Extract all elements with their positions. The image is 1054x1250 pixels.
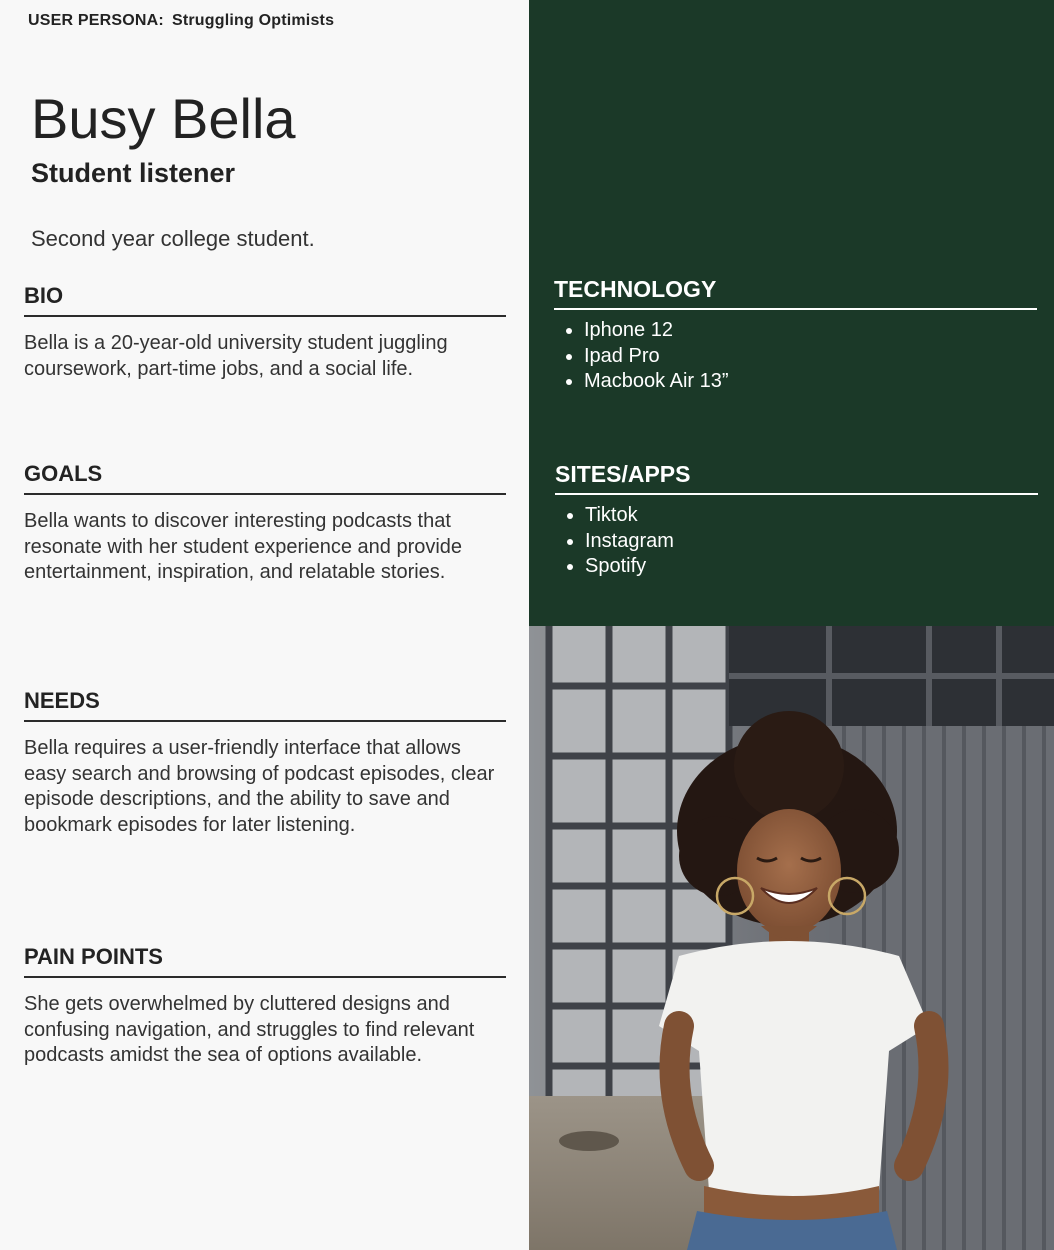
pain-points-heading: PAIN POINTS <box>24 944 163 969</box>
needs-text: Bella requires a user-friendly interface that allows easy search and browsing of podcast episodes, clear episode descriptions, and the ability to save and bookmark episodes for later listening. <box>24 737 495 836</box>
bio-heading: BIO <box>24 283 64 308</box>
technology-item: • Macbook Air 13” <box>584 369 1037 395</box>
technology-heading: TECHNOLOGY <box>554 276 717 302</box>
needs-section <box>24 686 506 838</box>
sites-apps-list <box>555 503 1038 580</box>
persona-header-label: USER PERSONA: <box>28 12 164 29</box>
goals-heading: GOALS <box>24 461 103 486</box>
persona-tagline: Second year college student. <box>31 226 315 251</box>
technology-item: • Ipad Pro <box>584 344 1037 370</box>
sites-apps-divider <box>555 493 1038 495</box>
bio-text: Bella is a 20-year-old university student juggling coursework, part-time jobs, and a social life. <box>24 332 448 380</box>
goals-text: Bella wants to discover interesting podcasts that resonate with her student experience and provide entertainment, inspiration, and relatable stories. <box>24 510 463 583</box>
sites-apps-item: • Instagram <box>585 529 1038 555</box>
tech-panel <box>529 0 1054 626</box>
needs-heading: NEEDS <box>24 688 100 713</box>
persona-photo <box>529 626 1054 1250</box>
goals-divider <box>24 493 506 495</box>
pain-points-divider <box>24 976 506 978</box>
persona-header-value: Struggling Optimists <box>171 12 335 29</box>
bio-section <box>24 281 506 382</box>
goals-section <box>24 459 506 586</box>
sites-apps-item: • Spotify <box>585 554 1038 580</box>
technology-section <box>554 274 1037 395</box>
technology-divider <box>554 308 1037 310</box>
sites-apps-item: • Tiktok <box>585 503 1038 529</box>
bio-divider <box>24 315 506 317</box>
persona-name: Busy Bella <box>31 87 296 150</box>
technology-item: • Iphone 12 <box>584 318 1037 344</box>
persona-header <box>28 12 334 30</box>
technology-list <box>554 318 1037 395</box>
needs-divider <box>24 720 506 722</box>
sites-apps-heading: SITES/APPS <box>555 461 691 487</box>
pain-points-section <box>24 942 506 1069</box>
sites-apps-section <box>555 459 1038 580</box>
pain-points-text: She gets overwhelmed by cluttered designs and confusing navigation, and struggles to find relevant podcasts amidst the sea of options available. <box>24 993 475 1066</box>
persona-role: Student listener <box>31 158 236 188</box>
